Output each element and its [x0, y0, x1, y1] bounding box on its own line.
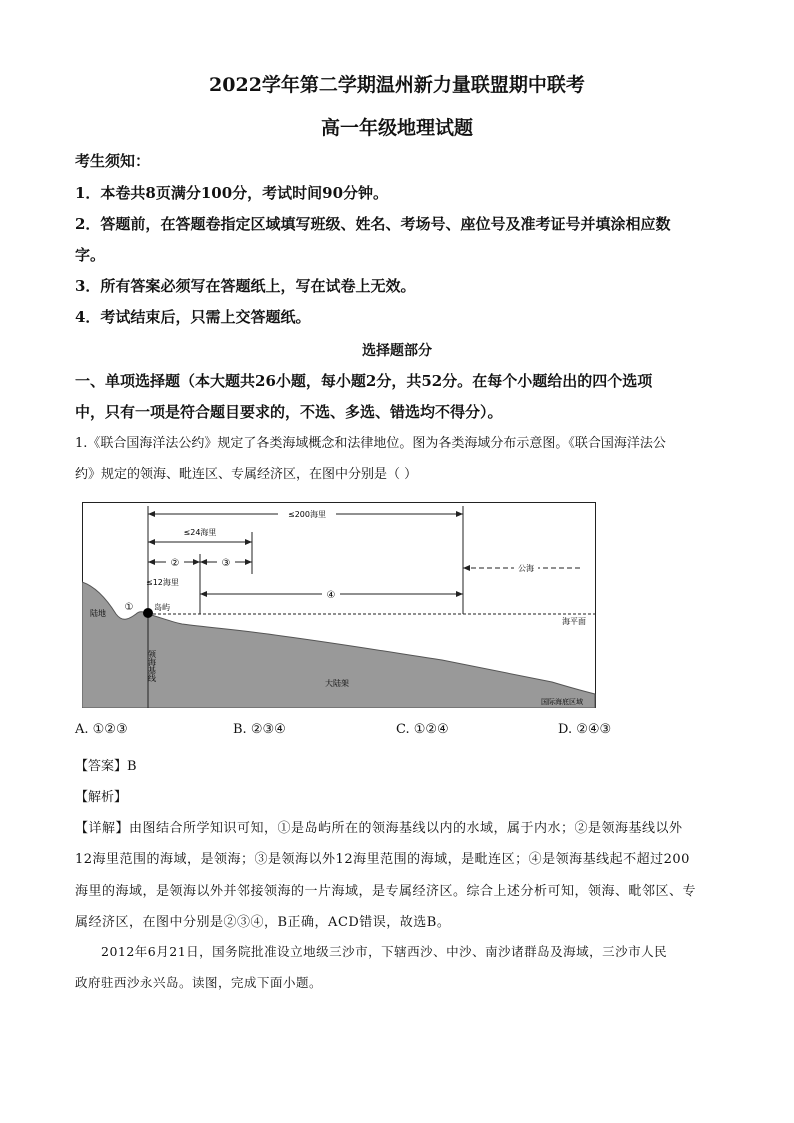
notice-item: 4．考试结束后，只需上交答题纸。 — [75, 308, 311, 326]
label-land: 陆地 — [90, 609, 106, 618]
label-circle-1: ① — [124, 602, 134, 613]
label-sea-level: 海平面 — [562, 617, 586, 626]
label-24nm: ≤24海里 — [183, 528, 217, 537]
notice-item: 2．答题前，在答题卷指定区域填写班级、姓名、考场号、座位号及准考证号并填涂相应数 — [75, 215, 671, 233]
intro-line: 2012年6月21日，国务院批准设立地级三沙市，下辖西沙、中沙、南沙诸群岛及海域，三沙市人民 — [101, 944, 668, 959]
exam-subtitle: 高一年级地理试题 — [320, 117, 473, 139]
label-seabed-area: 国际海底区域 — [541, 698, 583, 706]
notice-item: 1．本卷共8页满分100分，考试时间90分钟。 — [75, 184, 389, 202]
part-heading-line1: 一、单项选择题（本大题共26小题，每小题2分，共52分。在每个小题给出的四个选项 — [75, 372, 653, 390]
intro-line: 政府驻西沙永兴岛。读图，完成下面小题。 — [75, 975, 323, 990]
sea-zones-diagram — [82, 502, 596, 708]
question-stem-line1: 1.《联合国海洋法公约》规定了各类海域概念和法律地位。图为各类海域分布示意图。《联合国海洋法公 — [75, 436, 666, 451]
notice-item: 字。 — [75, 246, 106, 264]
detail-line: 属经济区，在图中分别是②③④，B正确，ACD错误，故选B。 — [75, 915, 451, 930]
label-12nm: ≤12海里 — [146, 578, 179, 587]
option-a: A. ①②③ — [75, 722, 128, 737]
island-marker — [143, 608, 153, 618]
label-island: 岛屿 — [154, 603, 170, 612]
option-d: D. ②④③ — [558, 722, 612, 737]
label-high-seas: 公海 — [518, 564, 534, 573]
exam-title: 2022学年第二学期温州新力量联盟期中联考 — [209, 74, 585, 96]
detail-line: 12海里范围的海域，是领海；③是领海以外12海里范围的海域，是毗连区；④是领海基线起不超过200 — [75, 852, 690, 867]
label-baseline: 领海基线 — [147, 650, 157, 682]
label-circle-4: ④ — [326, 590, 336, 601]
section-title: 选择题部分 — [362, 343, 432, 359]
analysis-heading: 【解析】 — [75, 790, 128, 805]
label-continental-shelf: 大陆架 — [325, 679, 349, 688]
question-stem-line2: 约》规定的领海、毗连区、专属经济区，在图中分别是（ ） — [75, 467, 418, 482]
option-b: B. ②③④ — [233, 722, 286, 737]
answer-line: 【答案】B — [75, 759, 137, 774]
label-circle-3: ③ — [221, 558, 231, 569]
detail-line: 【详解】由图结合所学知识可知，①是岛屿所在的领海基线以内的水域，属于内水；②是领海基线以外 — [75, 821, 683, 836]
label-circle-2: ② — [170, 558, 180, 569]
option-c: C. ①②④ — [396, 722, 449, 737]
label-200nm: ≤200海里 — [288, 510, 326, 519]
notice-item: 3．所有答案必须写在答题纸上，写在试卷上无效。 — [75, 277, 416, 295]
notice-heading: 考生须知： — [75, 152, 151, 170]
detail-line: 海里的海域，是领海以外并邻接领海的一片海域，是专属经济区。综合上述分析可知，领海、毗邻区、专 — [75, 884, 697, 899]
part-heading-line2: 中，只有一项是符合题目要求的，不选、多选、错选均不得分）。 — [75, 403, 503, 421]
